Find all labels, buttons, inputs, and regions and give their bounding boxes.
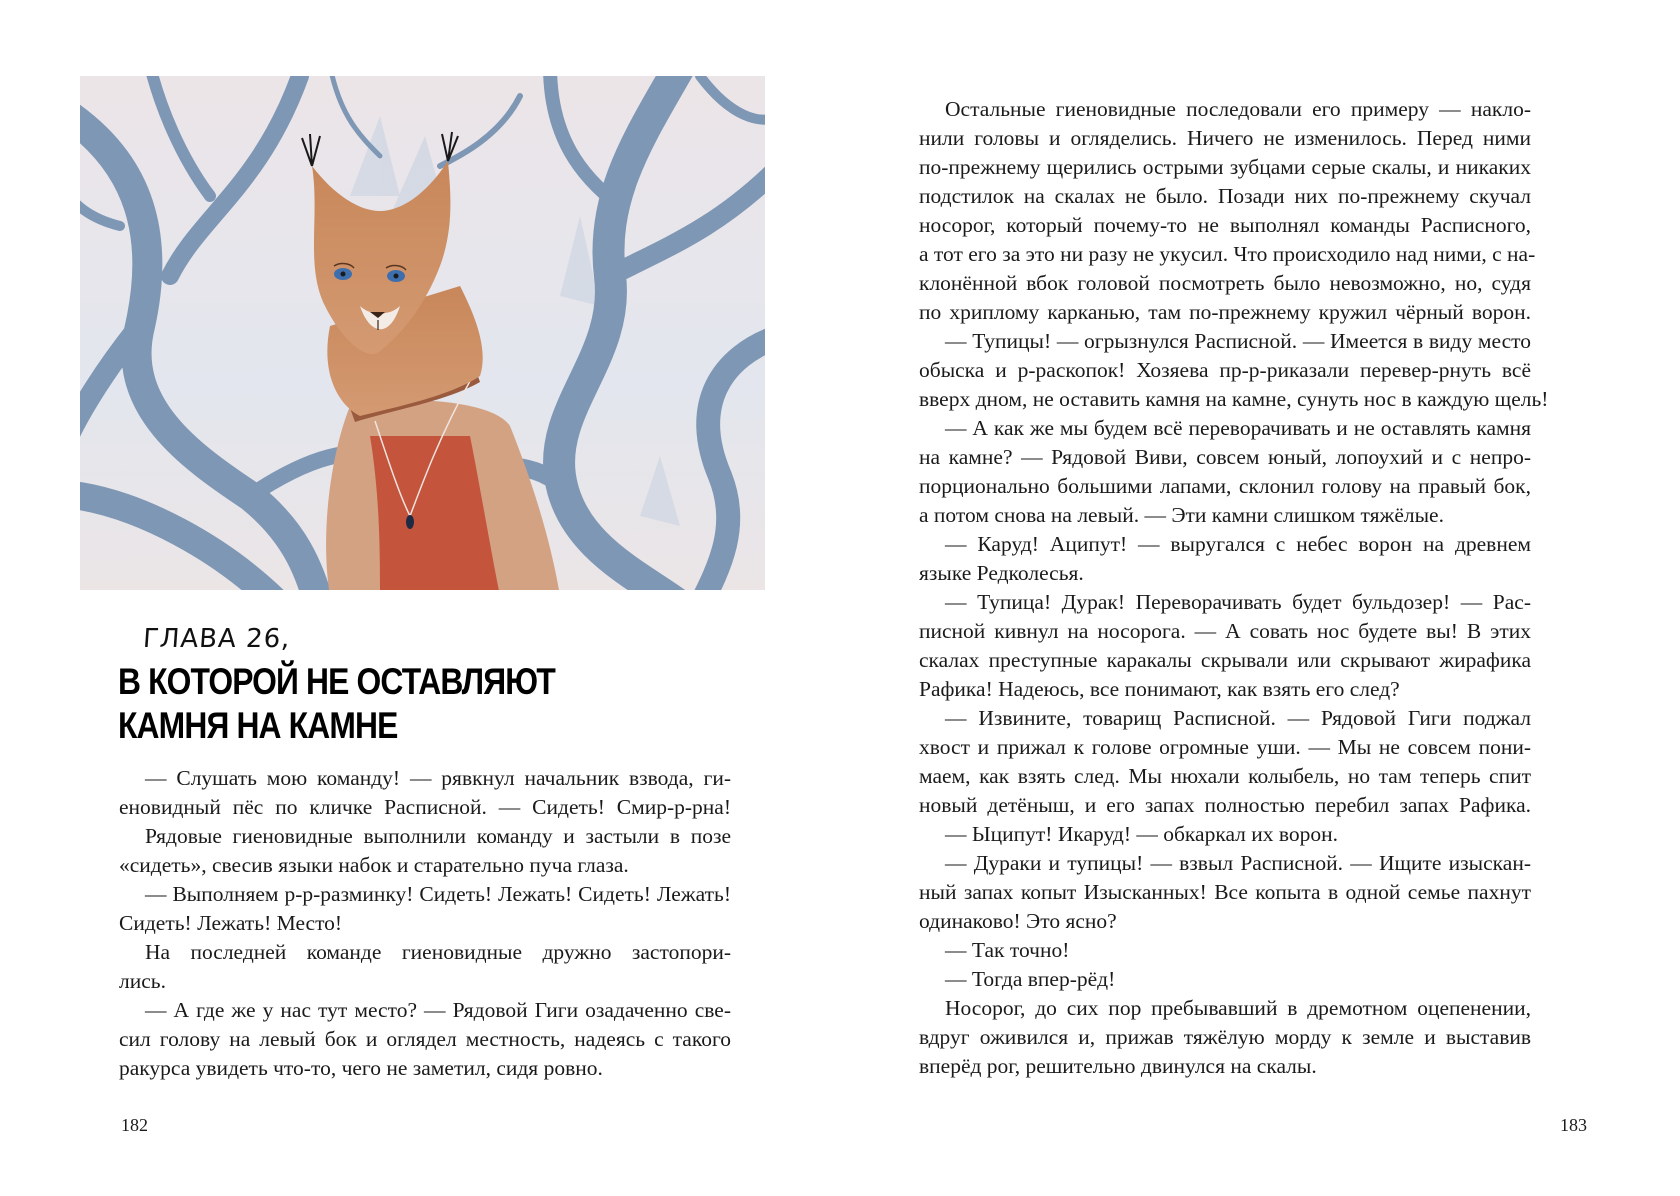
text-line: порционально большими лапами, склонил голову на правый бок, — [919, 474, 1531, 498]
text-line: Остальные гиеновидные последовали его примеру — накло- — [945, 97, 1531, 121]
chapter-title-line: КАМНЯ НА КАМНЕ — [118, 705, 398, 746]
text-line: На последней команде гиеновидные дружно застопори- — [145, 940, 731, 964]
text-line: Сидеть! Лежать! Место! — [119, 911, 343, 935]
chapter-label: ГЛАВА 26, — [141, 624, 292, 654]
text-line: — Тупица! Дурак! Переворачивать будет бульдозер! — Рас- — [945, 590, 1531, 614]
text-line: нили головы и огляделись. Ничего не изменилось. Перед ними — [919, 126, 1531, 150]
text-line: — Дураки и тупицы! — взвыл Расписной. — Ищите изыскан- — [945, 851, 1531, 875]
text-line: — Выполняем р-р-разминку! Сидеть! Лежать! Сидеть! Лежать! — [145, 882, 731, 906]
text-line: сил голову на левый бок и оглядел местность, надеясь с такого — [119, 1027, 731, 1051]
text-line: Носорог, до сих пор пребывавший в дремотном оцепенении, — [945, 996, 1531, 1020]
text-line: обыска и р-раскопок! Хозяева пр-р-риказали перевер-рнуть всё — [919, 358, 1531, 382]
chapter-title — [118, 660, 555, 748]
text-line: «сидеть», свесив языки набок и старательно пуча глаза. — [119, 853, 629, 877]
text-line: — Тогда впер-рёд! — [945, 967, 1116, 991]
right-page — [840, 0, 1680, 1196]
text-line: — Ыципут! Икаруд! — обкаркал их ворон. — [945, 822, 1339, 846]
text-line: писной кивнул на носорога. — А совать нос будете вы! В этих — [919, 619, 1531, 643]
text-line: еновидный пёс по кличке Расписной. — Сидеть! Смир-р-рна! — [119, 795, 731, 819]
text-line: подстилок на скалах не было. Позади них по-прежнему скучал — [919, 184, 1531, 208]
text-line: ный запах копыт Изысканных! Все копыта в одной семье пахнут — [919, 880, 1531, 904]
text-line: вверх дном, не оставить камня на камне, сунуть нос в каждую щель! — [919, 387, 1549, 411]
text-line: — Извините, товарищ Расписной. — Рядовой Гиги поджал — [945, 706, 1531, 730]
text-line: одинаково! Это ясно? — [919, 909, 1117, 933]
page-number-right: 183 — [1560, 1115, 1587, 1135]
text-line: языке Редколесья. — [919, 561, 1084, 585]
text-line: — А где же у нас тут место? — Рядовой Гиги озадаченно све- — [145, 998, 731, 1022]
text-line: по-прежнему щерились острыми зубцами серые скалы, и никаких — [919, 155, 1531, 179]
page-number-left: 182 — [121, 1115, 148, 1135]
text-line: — А как же мы будем всё переворачивать и не оставлять камня — [945, 416, 1531, 440]
text-line: ракурса увидеть что-то, чего не заметил, сидя ровно. — [119, 1056, 603, 1080]
text-line: лись. — [119, 969, 166, 993]
left-page-body-text — [119, 764, 731, 1083]
text-line: а потом снова на левый. — Эти камни слишком тяжёлые. — [919, 503, 1444, 527]
text-line: — Слушать мою команду! — рявкнул начальник взвода, ги- — [145, 766, 731, 790]
text-line: на камне? — Рядовой Виви, совсем юный, лопоухий и с непро- — [919, 445, 1531, 469]
text-line: вперёд рог, решительно двинулся на скалы. — [919, 1054, 1317, 1078]
right-page-body-text — [919, 95, 1549, 1081]
text-line: хвост и прижал к голове огромные уши. — Мы не совсем пони- — [919, 735, 1531, 759]
text-line: — Тупицы! — огрызнулся Расписной. — Имеется в виду место — [945, 329, 1531, 353]
text-line: новый детёныш, и его запах полностью перебил запах Рафика. — [919, 793, 1531, 817]
chapter-illustration — [80, 76, 765, 590]
text-line: Рафика! Надеюсь, все понимают, как взять его след? — [919, 677, 1400, 701]
text-line: скалах преступные каракалы скрывали или скрывают жирафика — [919, 648, 1531, 672]
text-line: Рядовые гиеновидные выполнили команду и застыли в позе — [145, 824, 731, 848]
caracal-illustration-image — [80, 76, 765, 590]
text-line: клонённой вбок головой посмотреть было невозможно, но, судя — [919, 271, 1531, 295]
text-line: а тот его за это ни разу не укусил. Что происходило над ними, с на- — [919, 242, 1536, 266]
text-line: вдруг оживился и, прижав тяжёлую морду к земле и выставив — [919, 1025, 1531, 1049]
chapter-title-line: В КОТОРОЙ НЕ ОСТАВЛЯЮТ — [118, 661, 555, 702]
text-line: носорог, который почему-то не выполнял команды Расписного, — [919, 213, 1531, 237]
text-line: маем, как взять след. Мы нюхали колыбель, но там теперь спит — [919, 764, 1531, 788]
text-line: — Каруд! Аципут! — выругался с небес ворон на древнем — [945, 532, 1531, 556]
text-line: по хриплому карканью, там по-прежнему кружил чёрный ворон. — [919, 300, 1531, 324]
text-line: — Так точно! — [945, 938, 1070, 962]
